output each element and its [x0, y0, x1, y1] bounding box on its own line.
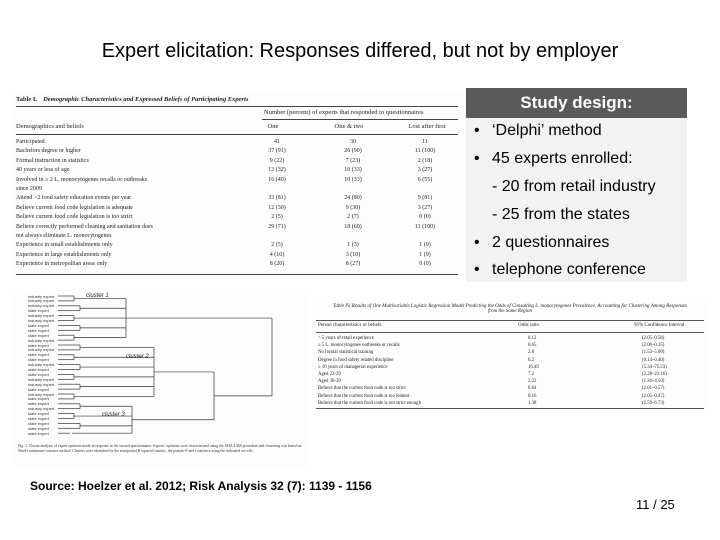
- table-cell-value: 2 (18): [417, 157, 433, 164]
- dendrogram-leaf-label: state expert: [28, 396, 49, 402]
- table-1-image: [12, 92, 464, 280]
- page-number: 11 / 25: [636, 497, 675, 512]
- study-sub-retail: - 20 from retail industry: [492, 178, 656, 195]
- table-row: [316, 357, 706, 364]
- table-cell-value: 37 (91): [268, 148, 286, 155]
- source-citation: Source: Hoelzer et al. 2012; Risk Analysis 32 (7): 1139 - 1156: [30, 479, 372, 493]
- dendrogram-leaf-label: industry expert: [28, 406, 55, 412]
- dendrogram-leaf-label: state expert: [28, 430, 49, 436]
- table-row: [316, 364, 706, 371]
- table-cell-value: 1 (9): [419, 251, 431, 258]
- table-cell-label: 40 years or less of age: [16, 167, 70, 174]
- table-1-caption: [16, 96, 456, 103]
- dendrogram-caption: Fig. 1. Cluster analysis of expert opinions made in response to the second questionnaire. Experts' opinions were characterized using the AHA-LMS procedure and clustering was based on Ward's minimum-variance method. Clusters were identified by the semipartial R-squared statistic, the pseudo-F and t-statistics using the indicated cut-offs.: [18, 444, 302, 453]
- slide-title: Expert elicitation: Responses differed, but not by employer: [101, 40, 619, 62]
- table-row: [316, 393, 706, 400]
- table-cell-value: 1 (3): [347, 242, 359, 249]
- table-row: [16, 194, 456, 202]
- table-cell-value: 0 (0): [419, 214, 431, 221]
- study-bullet-experts: • 45 experts enrolled:: [474, 150, 633, 167]
- table-cell-value: 8 (20): [269, 261, 285, 268]
- dendrogram-leaf-label: industry expert: [28, 293, 55, 299]
- table-row: [316, 385, 706, 392]
- table-row: [316, 335, 706, 342]
- table-cell-value: 3 (27): [417, 204, 433, 211]
- table-4-caption: Table IV. Results of One Multivariable Logistic Regression Model Predicting the Odds of Consulting L. monocytogenes Prevalence, Accounting for Clustering Among Responses from the Same Region: [333, 304, 687, 314]
- table-cell-value: 10 (33): [344, 176, 362, 183]
- table-row: [16, 185, 456, 193]
- table-cell-label: Believe that the current food code is too lenient: [318, 393, 410, 399]
- table-cell-value: 11 (100): [414, 148, 436, 155]
- table-cell-label: Involved in ≥ 2 L. monocytogenes recalls or outbreaks: [16, 176, 148, 183]
- table-cell-ci: (1.26–4.50): [642, 379, 665, 385]
- table-4-col-odds: Odds ratio: [518, 323, 539, 328]
- table-cell-value: 13 (32): [268, 167, 286, 174]
- table-cell-value: 7 (23): [345, 157, 361, 164]
- table-1-col-one: One: [267, 123, 279, 130]
- table-cell-label: > 5 years of retail experience: [318, 336, 374, 341]
- table-cell-value: 26 (90): [344, 148, 362, 155]
- table-cell-value: 18 (60): [344, 223, 362, 230]
- table-1-top-rule: [16, 106, 458, 107]
- table-cell-odds: 0.12: [528, 336, 537, 341]
- table-cell-label: since 2009: [16, 186, 42, 192]
- table-row: [16, 251, 456, 259]
- table-cell-value: 4 (10): [269, 251, 285, 258]
- table-cell-value: 30: [350, 139, 356, 145]
- table-1-label: Table I.: [16, 96, 38, 103]
- table-cell-odds: 2.22: [528, 379, 537, 385]
- dendrogram-leaf-label: industry expert: [28, 391, 55, 397]
- dendrogram-leaf-label: state expert: [28, 308, 49, 314]
- table-cell-value: 2 (5): [271, 242, 283, 249]
- table-cell-value: 9 (30): [345, 204, 361, 211]
- table-cell-label: Participated: [16, 139, 45, 145]
- table-cell-value: 3 (10): [345, 251, 361, 258]
- dendrogram-leaf-label: industry expert: [28, 337, 55, 343]
- table-cell-value: 11 (100): [414, 223, 436, 230]
- dendrogram-leaf-label: industry expert: [28, 376, 55, 382]
- table-cell-odds: 16.49: [528, 364, 539, 370]
- dendrogram-leaf-label: state expert: [28, 352, 49, 358]
- dendrogram-leaf-label: state expert: [28, 420, 49, 426]
- table-cell-value: 16 (40): [268, 176, 286, 183]
- table-row: [16, 176, 456, 184]
- dendrogram-leaf-label: state expert: [28, 386, 49, 392]
- table-4-top-rule: [316, 320, 704, 321]
- table-cell-label: ≥ 5 L. monocytogenes outbreaks or recalls: [318, 343, 400, 349]
- study-design-panel: [466, 118, 687, 282]
- table-cell-value: 2 (7): [347, 214, 359, 221]
- dendrogram-leaf-label: industry expert: [28, 313, 55, 319]
- table-1-col-one-two: One & two: [334, 123, 364, 130]
- table-cell-label: Bachelors degree or higher: [16, 148, 81, 155]
- table-cell-label: Believe current food code legislation is too strict: [16, 214, 133, 221]
- dendrogram-leaf-label: state expert: [28, 401, 49, 407]
- table-row: [16, 157, 456, 165]
- table-cell-ci: (2.01–0.57): [642, 386, 665, 392]
- table-cell-ci: (2.05–0.47): [642, 393, 665, 399]
- table-1-group-rule: [262, 119, 458, 120]
- table-row: [316, 378, 706, 385]
- table-cell-value: 29 (71): [268, 223, 286, 230]
- table-cell-odds: 1.38: [528, 400, 537, 406]
- table-row: [16, 213, 456, 221]
- table-cell-ci: (5.34–75.23): [642, 364, 667, 370]
- table-cell-label: Formal instruction in statistics: [16, 157, 89, 164]
- table-row: [16, 166, 456, 174]
- table-cell-label: Aged 23-29: [318, 372, 341, 377]
- table-4-bottom-rule: [316, 408, 704, 409]
- table-cell-odds: 0.2: [528, 357, 534, 363]
- dendrogram-leaf-label: state expert: [28, 411, 49, 417]
- table-row: [16, 138, 456, 146]
- dendrogram-image: [14, 290, 310, 468]
- table-cell-value: 12 (30): [268, 204, 286, 211]
- table-cell-ci: (0.14–0.40): [642, 357, 665, 363]
- table-cell-odds: 2.8: [528, 350, 534, 356]
- table-1-group-header: Number (percent) of experts that responded to questionnaires: [264, 109, 424, 116]
- table-row: [16, 204, 456, 212]
- dendrogram-leaf-label: state expert: [28, 371, 49, 377]
- table-cell-value: 2 (5): [271, 214, 283, 221]
- table-cell-ci: (2.28–23.16): [642, 372, 667, 377]
- table-row: [16, 241, 456, 249]
- table-cell-value: 8 (27): [345, 261, 361, 268]
- table-cell-ci: (2.59–6.73): [642, 400, 665, 406]
- table-cell-ci: (2.05–0.56): [642, 336, 665, 341]
- dendrogram-leaf-label: state expert: [28, 367, 49, 372]
- table-row: [316, 342, 706, 349]
- study-bullet-telephone: • telephone conference: [474, 261, 646, 278]
- table-cell-odds: 7.2: [528, 372, 534, 377]
- table-cell-label: Believe current food code legislation is adequate: [16, 204, 133, 211]
- table-4-image: [312, 302, 710, 412]
- study-design-heading: Study design:: [466, 88, 687, 118]
- dendrogram-leaf-label: state expert: [28, 342, 49, 348]
- table-cell-value: 24 (80): [344, 195, 362, 202]
- table-row: [16, 223, 456, 231]
- table-cell-label: Believe correctly performed cleaning and sanitation does: [16, 223, 153, 230]
- table-cell-value: 9 (81): [417, 195, 433, 202]
- table-cell-label: Experience in small establishments only: [16, 242, 113, 249]
- dendrogram-leaf-label: state expert: [28, 327, 49, 333]
- table-1-bottom-rule: [16, 274, 458, 275]
- cluster-3-label: cluster 3: [102, 412, 125, 418]
- dendrogram-leaf-label: industry expert: [28, 362, 55, 368]
- table-row: [316, 400, 706, 407]
- dendrogram-leaf-label: state expert: [28, 416, 49, 421]
- table-row: [16, 147, 456, 155]
- dendrogram-leaf-label: state expert: [28, 332, 49, 338]
- table-1-header-rule: [16, 134, 458, 135]
- cluster-1-label: cluster 1: [86, 293, 109, 299]
- table-cell-label: Experience in metropolitan areas only: [16, 261, 108, 268]
- table-row: [316, 371, 706, 378]
- table-4-header-rule: [316, 332, 704, 333]
- table-cell-value: 11: [422, 139, 428, 145]
- dendrogram-leaf-label: industry expert: [28, 303, 55, 309]
- dendrogram-leaf-label: industry expert: [28, 347, 55, 353]
- table-1-caption-text: Demographic Characteristics and Expressed Beliefs of Participating Experts: [43, 96, 249, 103]
- table-cell-label: No formal statistical training: [318, 350, 374, 356]
- table-row: [16, 232, 456, 240]
- table-row: [316, 349, 706, 356]
- table-cell-value: 6 (55): [417, 176, 433, 183]
- table-cell-value: 0 (0): [419, 261, 431, 268]
- table-cell-label: Believe that the current food code is too strict: [318, 386, 406, 392]
- table-cell-value: 3 (27): [417, 167, 433, 174]
- study-bullet-questionnaires: • 2 questionnaires: [474, 234, 610, 251]
- table-cell-label: Experience in large establishments only: [16, 251, 112, 258]
- cluster-2-label: cluster 2: [126, 354, 149, 360]
- dendrogram-leaf-label: industry expert: [28, 298, 55, 304]
- table-cell-value: 9 (22): [269, 157, 285, 164]
- table-cell-value: 1 (9): [419, 242, 431, 249]
- table-cell-ci: (1.53–5.00): [642, 350, 665, 356]
- table-cell-odds: 0.16: [528, 393, 537, 399]
- dendrogram-leaf-label: state expert: [28, 322, 49, 328]
- table-4-col-characteristics: Person characteristics or beliefs: [318, 323, 382, 328]
- table-row: [16, 260, 456, 268]
- table-cell-label: Degree in food safety related discipline: [318, 357, 394, 363]
- table-4-col-ci: 95% Confidence Interval: [634, 323, 685, 328]
- table-cell-odds: 0.65: [528, 343, 537, 349]
- study-bullet-delphi: • ‘Delphi’ method: [474, 122, 602, 139]
- table-cell-ci: (2.00–0.15): [642, 343, 665, 349]
- table-1-col-lost: Lost after first: [408, 123, 446, 130]
- table-1-col-demographics: Demographics and beliefs: [16, 123, 84, 130]
- table-cell-label: not always eliminate L. monocytogenes: [16, 233, 112, 239]
- table-cell-value: 33 (81): [268, 195, 286, 202]
- table-cell-value: 10 (33): [344, 167, 362, 174]
- table-cell-odds: 0.64: [528, 386, 537, 392]
- table-cell-label: Attend >2 food safety education events per year: [16, 195, 132, 202]
- table-cell-label: Believe that the current food code is not strict enough: [318, 400, 421, 406]
- dendrogram-leaf-label: state expert: [28, 357, 49, 363]
- table-cell-value: 41: [274, 139, 280, 145]
- table-cell-label: ≥ 10 years of managerial experience: [318, 364, 388, 370]
- dendrogram-leaf-label: state expert: [28, 425, 49, 431]
- study-sub-states: - 25 from the states: [492, 206, 630, 223]
- table-cell-label: Aged 30-39: [318, 379, 341, 385]
- dendrogram-leaf-label: industry expert: [28, 318, 55, 323]
- dendrogram-leaf-label: industry expert: [28, 381, 55, 387]
- dendrogram-tree: [14, 290, 310, 442]
